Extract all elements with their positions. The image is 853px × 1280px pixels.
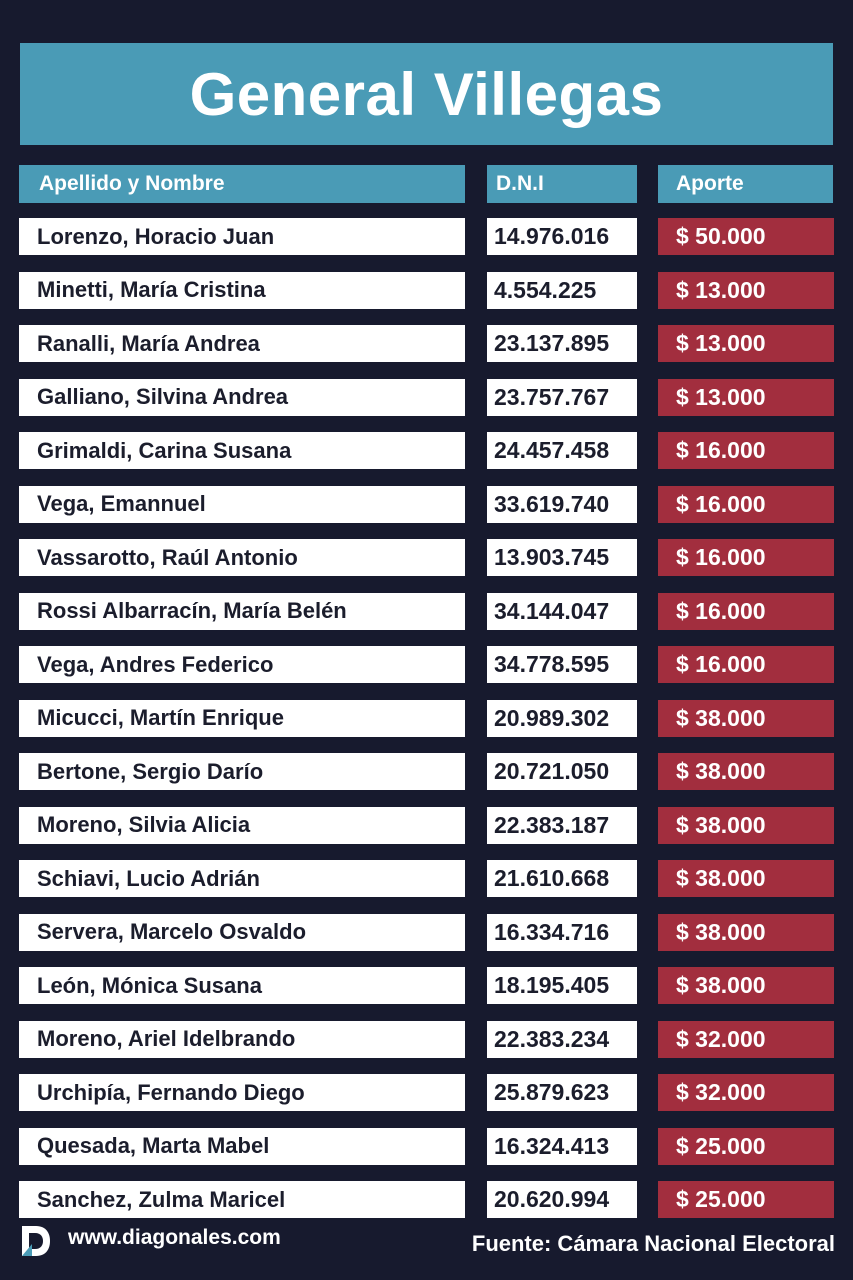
dni-cell: 20.620.994 bbox=[487, 1181, 637, 1218]
dni-cell: 16.334.716 bbox=[487, 914, 637, 951]
name-cell: Vega, Emannuel bbox=[19, 486, 465, 523]
table-row bbox=[0, 753, 853, 790]
source-credit: Fuente: Cámara Nacional Electoral bbox=[471, 1231, 835, 1256]
dni-cell: 14.976.016 bbox=[487, 218, 637, 255]
table-row bbox=[0, 325, 853, 362]
dni-cell: 18.195.405 bbox=[487, 967, 637, 1004]
dni-cell: 34.144.047 bbox=[487, 593, 637, 630]
aporte-cell: $ 38.000 bbox=[658, 753, 834, 790]
name-cell: Grimaldi, Carina Susana bbox=[19, 432, 465, 469]
table-row bbox=[0, 1128, 853, 1165]
dni-cell: 22.383.187 bbox=[487, 807, 637, 844]
table-row bbox=[0, 379, 853, 416]
dni-cell: 20.989.302 bbox=[487, 700, 637, 737]
dni-cell: 34.778.595 bbox=[487, 646, 637, 683]
table-row bbox=[0, 432, 853, 469]
dni-cell: 16.324.413 bbox=[487, 1128, 637, 1165]
aporte-cell: $ 16.000 bbox=[658, 539, 834, 576]
aporte-cell: $ 13.000 bbox=[658, 379, 834, 416]
aporte-cell: $ 16.000 bbox=[658, 432, 834, 469]
title-banner bbox=[20, 43, 833, 145]
name-cell: Micucci, Martín Enrique bbox=[19, 700, 465, 737]
website-link[interactable]: www.diagonales.com bbox=[68, 1226, 281, 1249]
dni-cell: 24.457.458 bbox=[487, 432, 637, 469]
table-row bbox=[0, 1021, 853, 1058]
table-row bbox=[0, 593, 853, 630]
aporte-cell: $ 16.000 bbox=[658, 646, 834, 683]
column-header-aporte: Aporte bbox=[658, 165, 833, 203]
dni-cell: 25.879.623 bbox=[487, 1074, 637, 1111]
aporte-cell: $ 38.000 bbox=[658, 700, 834, 737]
name-cell: Servera, Marcelo Osvaldo bbox=[19, 914, 465, 951]
name-cell: Minetti, María Cristina bbox=[19, 272, 465, 309]
dni-cell: 22.383.234 bbox=[487, 1021, 637, 1058]
aporte-cell: $ 38.000 bbox=[658, 967, 834, 1004]
aporte-cell: $ 38.000 bbox=[658, 807, 834, 844]
name-cell: Lorenzo, Horacio Juan bbox=[19, 218, 465, 255]
table-row bbox=[0, 539, 853, 576]
name-cell: Moreno, Ariel Idelbrando bbox=[19, 1021, 465, 1058]
dni-cell: 21.610.668 bbox=[487, 860, 637, 897]
name-cell: Urchipía, Fernando Diego bbox=[19, 1074, 465, 1111]
dni-cell: 33.619.740 bbox=[487, 486, 637, 523]
aporte-cell: $ 38.000 bbox=[658, 860, 834, 897]
name-cell: Moreno, Silvia Alicia bbox=[19, 807, 465, 844]
aporte-cell: $ 25.000 bbox=[658, 1128, 834, 1165]
contributors-table bbox=[0, 218, 853, 1235]
aporte-cell: $ 32.000 bbox=[658, 1021, 834, 1058]
name-cell: Quesada, Marta Mabel bbox=[19, 1128, 465, 1165]
table-row bbox=[0, 914, 853, 951]
table-row bbox=[0, 807, 853, 844]
aporte-cell: $ 16.000 bbox=[658, 593, 834, 630]
aporte-cell: $ 16.000 bbox=[658, 486, 834, 523]
name-cell: Bertone, Sergio Darío bbox=[19, 753, 465, 790]
table-row bbox=[0, 700, 853, 737]
table-row bbox=[0, 646, 853, 683]
name-cell: Galliano, Silvina Andrea bbox=[19, 379, 465, 416]
dni-cell: 13.903.745 bbox=[487, 539, 637, 576]
aporte-cell: $ 50.000 bbox=[658, 218, 834, 255]
column-header-name: Apellido y Nombre bbox=[19, 165, 465, 203]
table-row bbox=[0, 860, 853, 897]
aporte-cell: $ 32.000 bbox=[658, 1074, 834, 1111]
diagonales-logo-icon bbox=[20, 1224, 52, 1258]
dni-cell: 23.757.767 bbox=[487, 379, 637, 416]
name-cell: Sanchez, Zulma Maricel bbox=[19, 1181, 465, 1218]
table-row bbox=[0, 218, 853, 255]
dni-cell: 23.137.895 bbox=[487, 325, 637, 362]
aporte-cell: $ 13.000 bbox=[658, 325, 834, 362]
aporte-cell: $ 38.000 bbox=[658, 914, 834, 951]
dni-cell: 20.721.050 bbox=[487, 753, 637, 790]
aporte-cell: $ 13.000 bbox=[658, 272, 834, 309]
name-cell: León, Mónica Susana bbox=[19, 967, 465, 1004]
column-header-dni: D.N.I bbox=[487, 165, 637, 203]
aporte-cell: $ 25.000 bbox=[658, 1181, 834, 1218]
table-row bbox=[0, 967, 853, 1004]
name-cell: Vassarotto, Raúl Antonio bbox=[19, 539, 465, 576]
name-cell: Schiavi, Lucio Adrián bbox=[19, 860, 465, 897]
table-row bbox=[0, 486, 853, 523]
page-title: General Villegas bbox=[189, 60, 664, 128]
table-row bbox=[0, 1074, 853, 1111]
dni-cell: 4.554.225 bbox=[487, 272, 637, 309]
table-row bbox=[0, 1181, 853, 1218]
name-cell: Vega, Andres Federico bbox=[19, 646, 465, 683]
name-cell: Rossi Albarracín, María Belén bbox=[19, 593, 465, 630]
table-row bbox=[0, 272, 853, 309]
name-cell: Ranalli, María Andrea bbox=[19, 325, 465, 362]
